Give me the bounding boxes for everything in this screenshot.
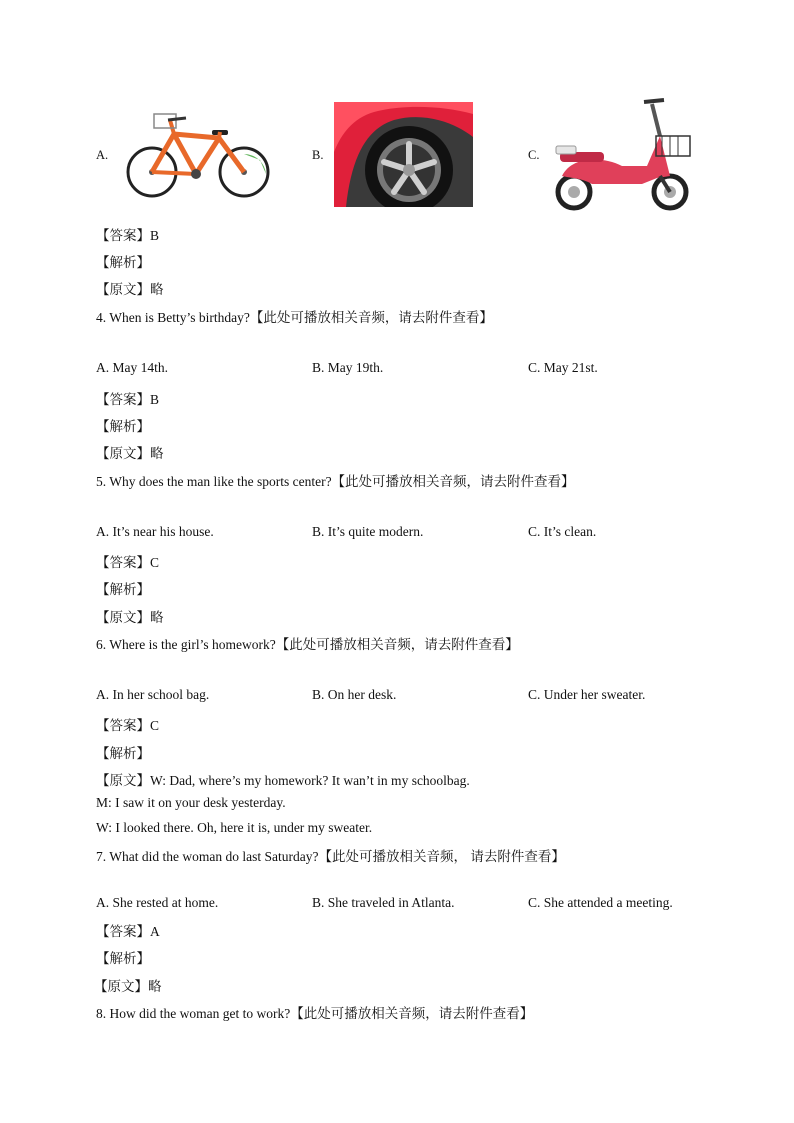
q4-analysis: 【解析】 xyxy=(96,419,150,434)
q6-analysis: 【解析】 xyxy=(96,746,150,761)
q6-original-line-3: W: I looked there. Oh, here it is, under my sweater. xyxy=(96,820,373,835)
q5-question: 5. Why does the man like the sports center?【此处可播放相关音频，请去附件查看】 xyxy=(96,474,575,489)
q6-answer: 【答案】C xyxy=(96,718,160,733)
q4-original: 【原文】略 xyxy=(96,446,164,461)
q7-original: 【原文】略 xyxy=(94,979,162,994)
q6-question: 6. Where is the girl’s homework?【此处可播放相关音频，请去附件查看】 xyxy=(96,637,519,652)
q6-option-a: A. In her school bag. xyxy=(96,687,210,702)
q6-original-line-1: 【原文】W: Dad, where’s my homework? It wan’t in my schoolbag. xyxy=(96,773,470,788)
car-wheel-image xyxy=(334,102,473,207)
q3-analysis: 【解析】 xyxy=(96,255,150,270)
q7-analysis: 【解析】 xyxy=(96,951,150,966)
q7-option-b: B. She traveled in Atlanta. xyxy=(312,895,455,910)
q6-option-c: C. Under her sweater. xyxy=(528,687,646,702)
q3-option-c-label: C. xyxy=(528,148,540,162)
q5-original: 【原文】略 xyxy=(96,610,164,625)
q4-option-b: B. May 19th. xyxy=(312,360,384,375)
q5-option-b: B. It’s quite modern. xyxy=(312,524,424,539)
q5-analysis: 【解析】 xyxy=(96,582,150,597)
q5-option-a: A. It’s near his house. xyxy=(96,524,214,539)
q8-question: 8. How did the woman get to work?【此处可播放相关音频，请去附件查看】 xyxy=(96,1006,534,1021)
q7-option-a: A. She rested at home. xyxy=(96,895,219,910)
q3-answer: 【答案】B xyxy=(96,228,160,243)
q4-answer: 【答案】B xyxy=(96,392,160,407)
q5-answer: 【答案】C xyxy=(96,555,160,570)
q3-original: 【原文】略 xyxy=(96,282,164,297)
q7-question: 7. What did the woman do last Saturday?【此处可播放相关音频， 请去附件查看】 xyxy=(96,849,565,864)
q4-option-a: A. May 14th. xyxy=(96,360,168,375)
q5-option-c: C. It’s clean. xyxy=(528,524,597,539)
q4-option-c: C. May 21st. xyxy=(528,360,598,375)
q6-option-b: B. On her desk. xyxy=(312,687,397,702)
bicycle-image xyxy=(124,112,272,202)
q3-option-a-label: A. xyxy=(96,148,109,162)
q7-option-c: C. She attended a meeting. xyxy=(528,895,673,910)
q4-question: 4. When is Betty’s birthday?【此处可播放相关音频，请去附件查看】 xyxy=(96,310,493,325)
q6-original-line-2: M: I saw it on your desk yesterday. xyxy=(96,795,286,810)
electric-scooter-image xyxy=(552,96,692,212)
q7-answer: 【答案】A xyxy=(96,924,160,939)
q3-option-b-label: B. xyxy=(312,148,324,162)
